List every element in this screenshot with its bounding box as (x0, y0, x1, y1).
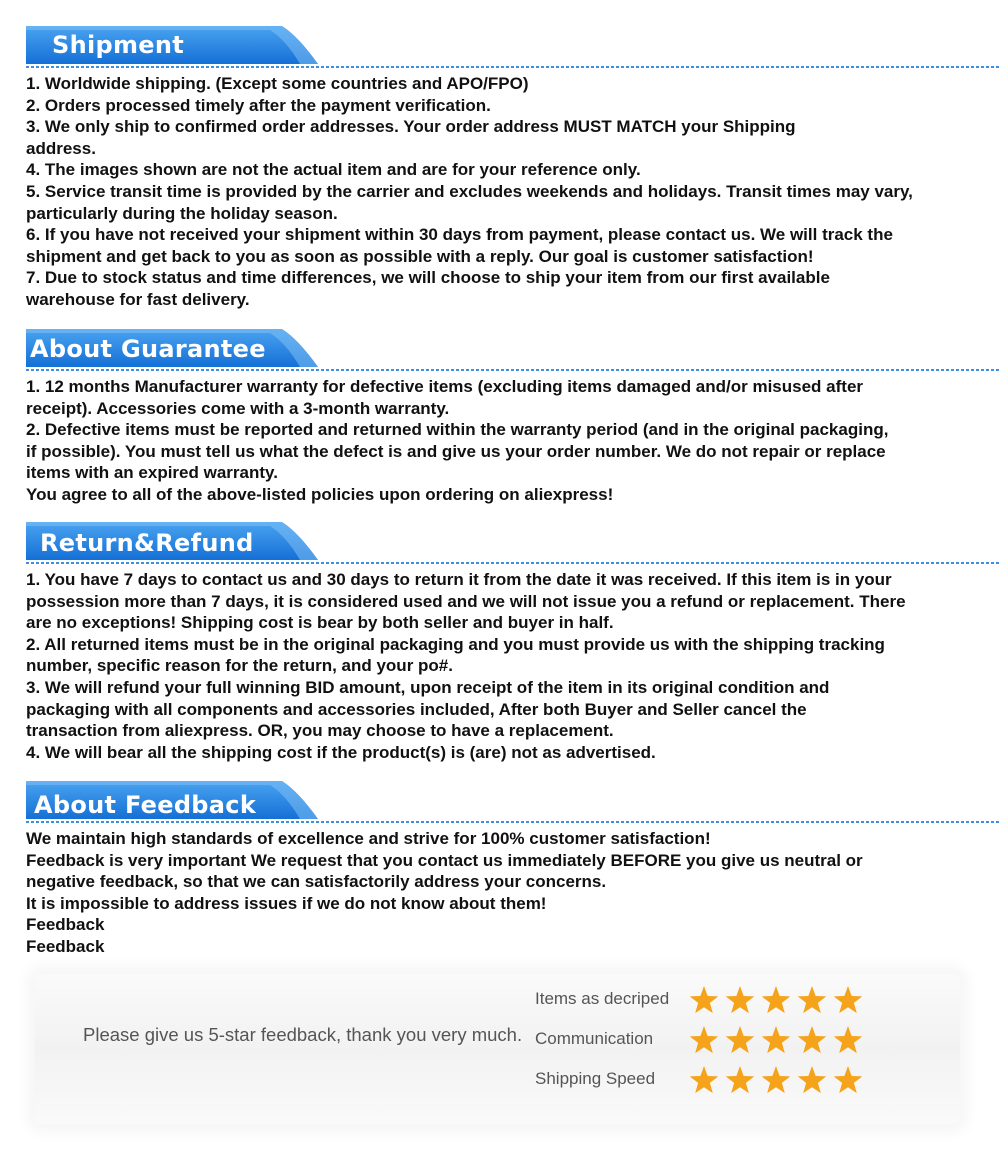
star-icon (726, 1066, 755, 1093)
section-banner (0, 522, 1000, 570)
rating-label: Shipping Speed (535, 1069, 656, 1088)
section-banner (0, 329, 1000, 377)
text-line: Feedback is very important We request that you contact us immediately BEFORE you give us neutral or negative feedback, so that we can satisfactorily address your concerns. (26, 850, 863, 892)
star-icon (798, 986, 827, 1013)
feedback-request-message: Please give us 5-star feedback, thank you very much. (83, 1024, 523, 1045)
star-icon (762, 1026, 791, 1053)
text-line: 2. All returned items must be in the original packaging and you must provide us with the shipping tracking number, specific reason for the return, and your po#. (26, 634, 885, 676)
star-icon (762, 1066, 791, 1093)
star-icon (690, 1026, 719, 1053)
star-icon (834, 1066, 863, 1093)
feedback-text (26, 828, 986, 958)
star-icon (690, 986, 719, 1013)
text-line: Feedback (26, 936, 105, 956)
star-icon (726, 986, 755, 1013)
star-rating (687, 1063, 877, 1097)
text-line: We maintain high standards of excellence and strive for 100% customer satisfaction! (26, 829, 711, 848)
text-line: 6. If you have not received your shipment within 30 days from payment, please contact us. We will track the shipment and get back to you as soon as possible with a reply. Our goal is customer satisfaction! (26, 225, 893, 266)
star-icon (798, 1066, 827, 1093)
return-refund-text (26, 569, 986, 763)
text-line: 1. You have 7 days to contact us and 30 days to return it from the date it was received. If this item is in your possession more than 7 days, it is considered used and we will not issue you a refund or replacement. There are no exceptions! Shipping cost is bear by both seller and buyer in half. (26, 570, 906, 633)
section-title: About Feedback (34, 791, 257, 819)
star-icon (834, 1026, 863, 1053)
guarantee-text (26, 376, 986, 506)
text-line: 4. The images shown are not the actual item and are for your reference only. (26, 160, 641, 180)
section-banner (0, 26, 1000, 74)
rating-label: Items as decriped (535, 989, 670, 1008)
section-title: Return&Refund (40, 529, 254, 557)
shipment-text (26, 73, 986, 311)
feedback-rating-box (35, 974, 960, 1124)
text-line: Feedback (26, 915, 105, 935)
guarantee-section (0, 329, 1000, 377)
text-line: 4. We will bear all the shipping cost if the product(s) is (are) not as advertised. (26, 742, 656, 762)
section-banner (0, 781, 1000, 829)
return-refund-section (0, 522, 1000, 570)
text-line: 5. Service transit time is provided by the carrier and excludes weekends and holidays. Transit times may vary, particularly during the holiday season. (26, 181, 913, 223)
text-line: It is impossible to address issues if we do not know about them! (26, 893, 547, 913)
section-title: About Guarantee (30, 335, 266, 363)
star-icon (798, 1026, 827, 1053)
text-line: 7. Due to stock status and time differences, we will choose to ship your item from our first available warehouse for fast delivery. (26, 268, 830, 309)
star-icon (762, 986, 791, 1013)
feedback-section (0, 781, 1000, 829)
text-line: 1. 12 months Manufacturer warranty for defective items (excluding items damaged and/or misused after receipt). Accessories come with a 3-month warranty. (26, 377, 864, 418)
star-rating (687, 983, 877, 1017)
star-rating (687, 1023, 877, 1057)
star-icon (690, 1066, 719, 1093)
rating-label: Communication (535, 1029, 654, 1048)
text-line: You agree to all of the above-listed policies upon ordering on aliexpress! (26, 484, 614, 504)
text-line: 2. Orders processed timely after the payment verification. (26, 95, 491, 115)
text-line: 1. Worldwide shipping. (Except some countries and APO/FPO) (26, 74, 529, 93)
section-title: Shipment (52, 31, 185, 59)
text-line: 3. We will refund your full winning BID amount, upon receipt of the item in its original condition and packaging with all components and accessories included, After both Buyer and Seller cancel the transaction from aliexpress. OR, you may choose to have a replacement. (26, 677, 830, 741)
text-line: 2. Defective items must be reported and returned within the warranty period (and in the original packaging, if possible). You must tell us what the defect is and give us your order number. We do not repair or replace items with an expired warranty. (26, 420, 889, 483)
text-line: 3. We only ship to confirmed order addresses. Your order address MUST MATCH your Shipping address. (26, 117, 796, 158)
star-icon (834, 986, 863, 1013)
shipment-section (0, 26, 1000, 74)
star-icon (726, 1026, 755, 1053)
